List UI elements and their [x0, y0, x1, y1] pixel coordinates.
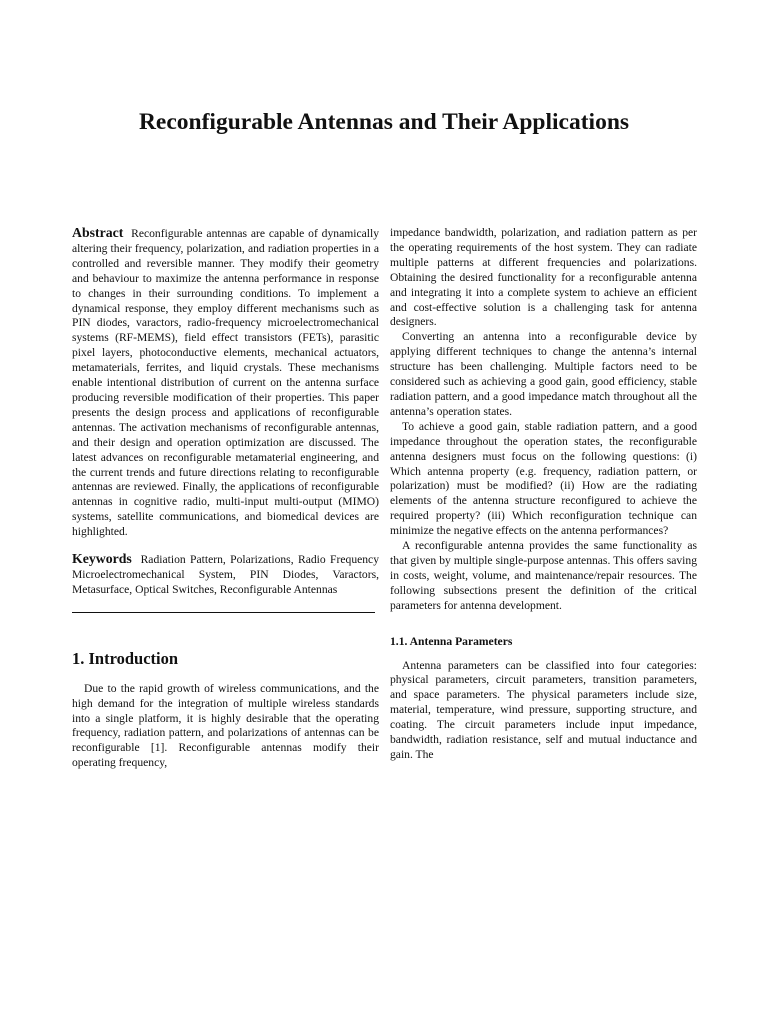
functionality-paragraph: A reconfigurable antenna provides the same functionality as that given by multiple single-purpose antennas. This offers saving in costs, weight, volume, and maintenance/repair resources. The following subsections present the definition of the critical parameters for antenna development.: [390, 539, 697, 612]
left-column: [72, 226, 379, 771]
keywords-paragraph: [72, 552, 379, 598]
introduction-heading: 1. Introduction: [72, 648, 179, 668]
questions-paragraph: To achieve a good gain, stable radiation pattern, and a good impedance throughout the operation states, the reconfigurable antenna designers must focus on the following questions: (i) Which antenna property (e.g. frequency, radiation pattern, or polarization) must be modified? (ii) How are the radiating elements of the antenna structure reconfigured to achieve the required property? (iii) Which reconfiguration technique can minimize the negative effects on the antenna performances?: [390, 419, 697, 538]
intro-continued-paragraph: impedance bandwidth, polarization, and radiation pattern as per the operating requirements of the host system. They can radiate multiple patterns at different frequencies and polarizations. Obtaining the desired functionality for a reconfigurable antenna and integrating it into a complete system to achieve an efficient and cost-effective solution is a challenging task for antenna designers.: [390, 226, 697, 329]
keywords-text: Radiation Pattern, Polarizations, Radio Frequency Microelectromechanical System, PIN Diodes, Varactors, Metasurface, Optical Switches, Reconfigurable Antennas: [72, 553, 379, 596]
abstract-label: Abstract: [72, 225, 124, 240]
antenna-parameters-heading: 1.1. Antenna Parameters: [390, 634, 513, 648]
introduction-paragraph: Due to the rapid growth of wireless communications, and the high demand for the integration of multiple wireless standards into a single platform, it is highly desirable that the operating frequency, radiation pattern, and polarizations of antennas can be reconfigurable [1]. Reconfigurable antennas modify their operating frequency,: [72, 681, 379, 770]
abstract-text: Reconfigurable antennas are capable of dynamically altering their frequency, polarization, and radiation properties in a controlled and reversible manner. They modify their geometry and behaviour to maximize the antenna performance in response to changes in their surrounding conditions. To implement a dynamical response, they employ different mechanisms such as PIN diodes, varactors, radio-frequency microelectromechanical systems (RF-MEMS), field effect transistors (FETs), parasitic pixel layers, photoconductive elements, mechanical actuators, metamaterials, ferrites, and liquid crystals. These mechanisms enable intentional distribution of current on the antenna surface producing reversible modification of their properties. This paper presents the design process and applications of reconfigurable antennas. The activation mechanisms of reconfigurable antennas, and their design and operation optimization are discussed. The latest advances on reconfigurable metamaterial engineering, and the current trends and future directions relating to reconfigurable antennas are reviewed. Finally, the applications of reconfigurable antennas in cognitive radio, multi-input multi-output (MIMO) systems, satellite communications, and biomedical devices are highlighted.: [72, 227, 379, 539]
converting-paragraph: Converting an antenna into a reconfigurable device by applying different techniques to change the antenna’s internal structure has been challenging. Multiple factors need to be considered such as achieving a good gain, good efficiency, stable radiation pattern, and a good impedance match throughout all the antenna’s operation states.: [390, 330, 697, 418]
paper-title: Reconfigurable Antennas and Their Applications: [138, 109, 630, 135]
right-column: [390, 226, 697, 763]
section-divider: [72, 612, 375, 613]
keywords-label: Keywords: [72, 551, 132, 567]
abstract-paragraph: [72, 226, 379, 540]
antenna-parameters-paragraph: Antenna parameters can be classified into four categories: physical parameters, circuit parameters, transition parameters, and space parameters. The physical parameters include size, material, temperature, wind pressure, supporting structure, and coating. The circuit parameters include input impedance, bandwidth, radiation resistance, self and mutual inductance and gain. The: [390, 658, 697, 761]
